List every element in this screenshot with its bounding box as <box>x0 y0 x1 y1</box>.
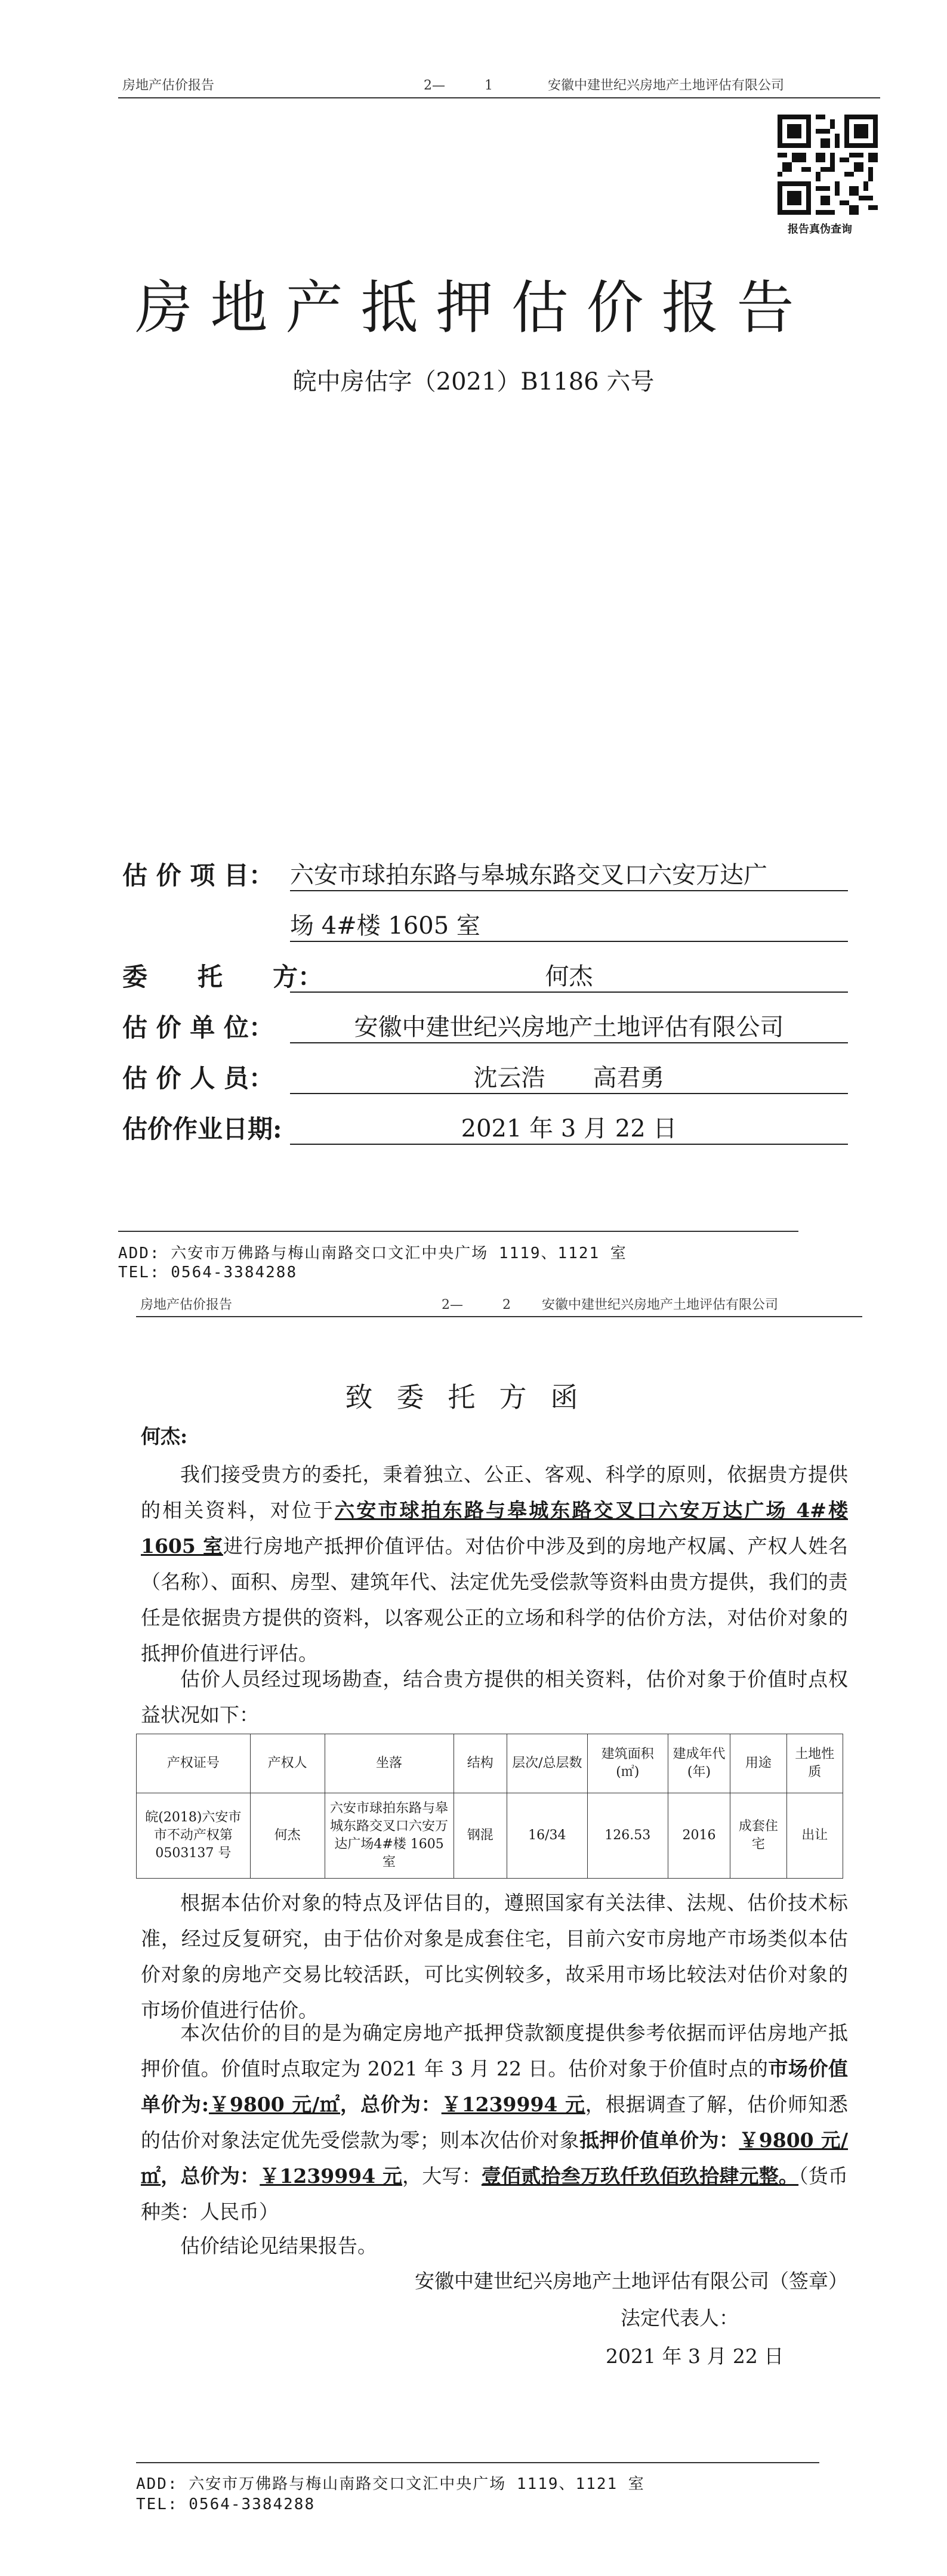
page2-header-page: 2— 2 <box>442 1298 511 1312</box>
paragraph-entrustment <box>141 1457 848 1672</box>
table-header-cell: 建成年代(年) <box>668 1734 730 1793</box>
page2-footer-rule <box>136 2462 819 2463</box>
qr-code-icon <box>778 115 878 215</box>
table-cell: 六安市球拍东路与皋城东路交叉口六安万达广场4#楼 1605 室 <box>325 1793 454 1879</box>
paragraph-conclusion <box>141 2015 848 2230</box>
field-label-client: 委 托 方： <box>122 962 323 992</box>
conclusion-text-1: 本次估价的目的是为确定房地产抵押贷款额度提供参考依据而评估房地产抵押价值。价值时点取定为 2021 年 3 月 22 日。估价对象于价值时点的 <box>141 2021 848 2080</box>
table-cell: 何杰 <box>250 1793 325 1879</box>
table-header-cell: 层次/总层数 <box>507 1734 587 1793</box>
table-header-cell: 用途 <box>730 1734 786 1793</box>
field-value-project-line1: 六安市球拍东路与皋城东路交叉口六安万达广 <box>290 856 848 891</box>
page1-footer-address: ADD: 六安市万佛路与梅山南路交口文汇中央广场 1119、1121 室 <box>118 1244 627 1262</box>
paragraph-entrustment-post: 进行房地产抵押价值评估。对估价中涉及到的房地产权属、产权人姓名（名称）、面积、房型、建筑年代、法定优先受偿款等资料由贵方提供，我们的责任是依据贵方提供的资料，以客观公正的立场和科学的估价方法，对估价对象的抵押价值进行评估。 <box>141 1534 849 1665</box>
table-header-cell: 结构 <box>454 1734 507 1793</box>
table-header-cell: 产权证号 <box>137 1734 251 1793</box>
page1-header-left: 房地产估价报告 <box>122 78 215 93</box>
table-cell: 16/34 <box>507 1793 587 1879</box>
table-cell: 2016 <box>668 1793 730 1879</box>
page2-header-rule <box>136 1316 862 1317</box>
market-unit-price-label: 市场价值单价为: <box>141 2057 848 2116</box>
mortgage-total-price: ￥1239994 元 <box>260 2164 403 2188</box>
field-label-appraisers: 估 价 人 员： <box>122 1064 274 1093</box>
upper-label: ，大写： <box>402 2164 482 2188</box>
page2-header-right: 安徽中建世纪兴房地产土地评估有限公司 <box>542 1298 779 1312</box>
paragraph-entrustment-pre: 我们接受贵方的委托，秉着独立、公正、客观、科学的原则，依据贵方提供的相关资料，对位于 <box>141 1463 848 1522</box>
letter-title: 致委托方函 <box>345 1381 602 1413</box>
market-unit-price: ￥9800 元/㎡ <box>209 2093 341 2116</box>
market-total-label: ，总价为： <box>340 2093 442 2116</box>
field-value-appraisers: 沈云浩 高君勇 <box>290 1059 848 1094</box>
table-header-row <box>137 1734 843 1793</box>
paragraph-method: 根据本估价对象的特点及评估目的，遵照国家有关法律、法规、估价技术标准，经过反复研究，由于估价对象是成套住宅，目前六安市房地产市场类似本估价对象的房地产交易比较活跃，可比实例较多，故采用市场比较法对估价对象的市场价值进行估价。 <box>141 1891 848 2022</box>
signature-company: 安徽中建世纪兴房地产土地评估有限公司（签章） <box>415 2269 848 2293</box>
field-value-project-line2: 场 4#楼 1605 室 <box>290 907 848 942</box>
page1-header-right: 安徽中建世纪兴房地产土地评估有限公司 <box>548 78 785 93</box>
table-cell: 出让 <box>786 1793 843 1879</box>
field-label-project: 估 价 项 目： <box>122 861 274 890</box>
field-value-client: 何杰 <box>290 957 848 993</box>
table-cell: 钢混 <box>454 1793 507 1879</box>
table-cell: 成套住宅 <box>730 1793 786 1879</box>
page1-footer-rule <box>118 1231 798 1232</box>
field-value-appraiser-unit: 安徽中建世纪兴房地产土地评估有限公司 <box>290 1008 848 1043</box>
table-cell: 皖(2018)六安市市不动产权第 0503137 号 <box>137 1793 251 1879</box>
report-number: 皖中房估字（2021）B1186 六号 <box>292 368 655 396</box>
report-title: 房地产抵押估价报告 <box>135 274 812 341</box>
page1-footer-tel: TEL: 0564-3384288 <box>118 1264 298 1281</box>
mortgage-unit-price-label: 抵押价值单价为： <box>579 2129 739 2152</box>
table-header-cell: 建筑面积(㎡) <box>587 1734 668 1793</box>
page2-footer-tel: TEL: 0564-3384288 <box>136 2495 316 2513</box>
amount-in-words: 壹佰贰拾叁万玖仟玖佰玖拾肆元整。 <box>481 2164 799 2188</box>
page1-header-page: 2— 1 <box>424 78 493 93</box>
qr-caption: 报告真伪查询 <box>788 223 852 236</box>
page2-header-left: 房地产估价报告 <box>140 1298 233 1312</box>
conclusion-text-2: ，根据调查了解，估价师知悉的估价对象法定优先受偿款为零；则本次估价对象 <box>141 2093 849 2152</box>
table-header-cell: 土地性质 <box>786 1734 843 1793</box>
paragraph-see-report: 估价结论见结果报告。 <box>180 2234 377 2257</box>
market-total-price: ￥1239994 元 <box>441 2093 585 2116</box>
currency-note: （货币种类：人民币） <box>141 2164 849 2223</box>
property-address: 六安市球拍东路与皋城东路交叉口六安万达广场 4#楼 1605 室 <box>141 1499 849 1558</box>
mortgage-total-label: ，总价为： <box>161 2164 260 2188</box>
field-label-appraiser-unit: 估 价 单 位： <box>122 1013 274 1042</box>
field-label-work-date: 估价作业日期: <box>122 1114 282 1144</box>
signature-legal-rep: 法定代表人： <box>621 2306 739 2330</box>
signature-date: 2021 年 3 月 22 日 <box>606 2345 784 2368</box>
table-header-cell: 产权人 <box>250 1734 325 1793</box>
page1-header-rule <box>118 97 880 98</box>
table-row <box>137 1793 843 1879</box>
property-table <box>136 1734 843 1879</box>
salutation: 何杰: <box>141 1425 188 1448</box>
field-value-work-date: 2021 年 3 月 22 日 <box>290 1110 848 1145</box>
paragraph-survey: 估价人员经过现场勘查，结合贵方提供的相关资料，估价对象于价值时点权益状况如下： <box>141 1667 848 1726</box>
table-cell: 126.53 <box>587 1793 668 1879</box>
mortgage-unit-price: ￥9800 元/㎡ <box>141 2129 849 2188</box>
table-header-cell: 坐落 <box>325 1734 454 1793</box>
page2-footer-address: ADD: 六安市万佛路与梅山南路交口文汇中央广场 1119、1121 室 <box>136 2475 645 2493</box>
